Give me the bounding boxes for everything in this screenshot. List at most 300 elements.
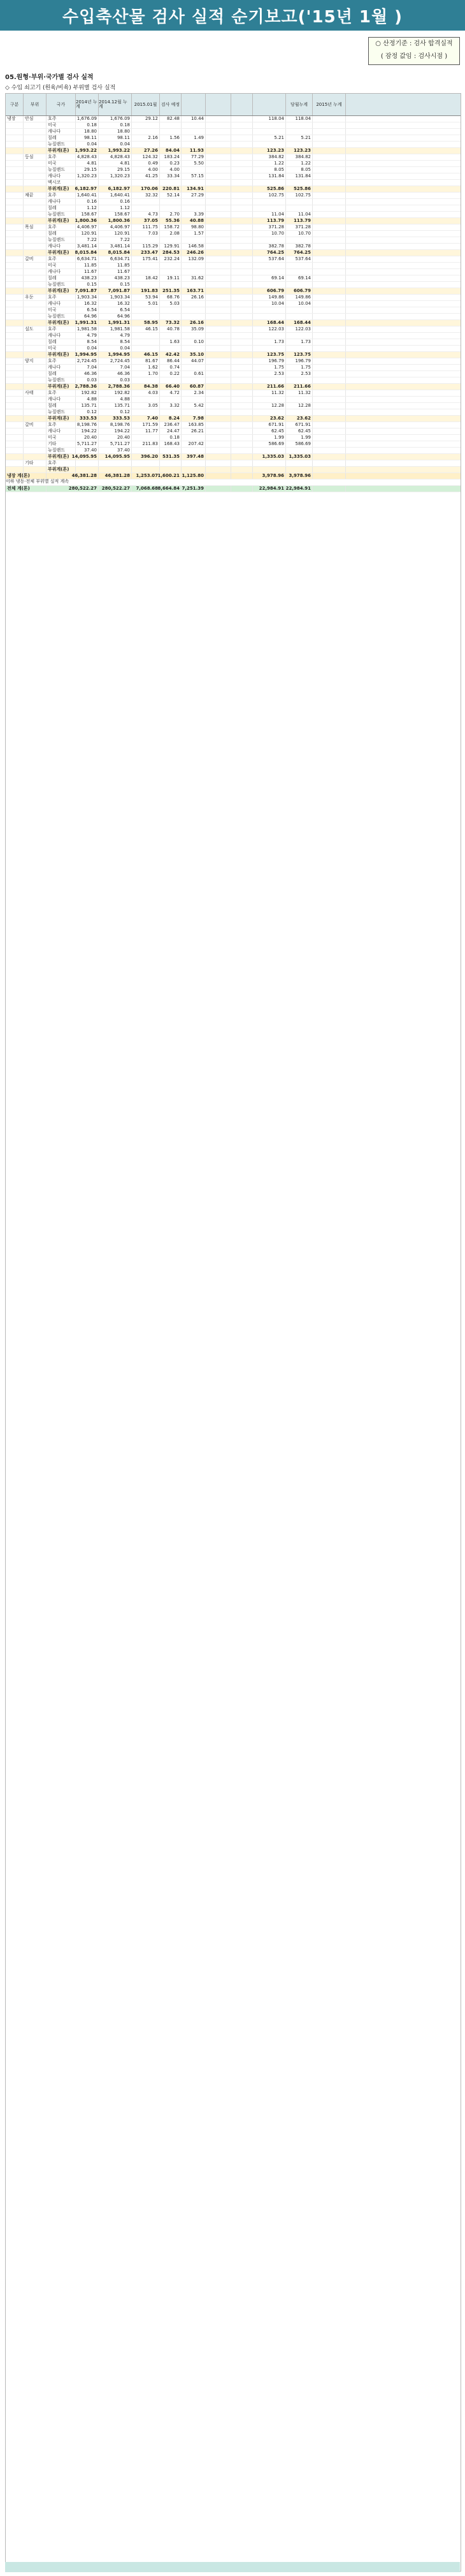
value-cell bbox=[231, 205, 253, 211]
value-cell bbox=[231, 448, 253, 453]
value-cell bbox=[313, 371, 346, 377]
value-cell bbox=[313, 314, 346, 319]
row-label-cell: 호주 bbox=[46, 390, 76, 396]
section-title: 05.원형·부위·국가별 검사 실적 bbox=[5, 74, 94, 81]
value-cell: 0.15 bbox=[99, 282, 132, 288]
value-cell bbox=[231, 320, 253, 326]
value-cell: 3,978.96 bbox=[253, 473, 286, 479]
value-cell: 122.03 bbox=[286, 326, 313, 332]
value-cell: 62.45 bbox=[286, 428, 313, 434]
row-label-cell bbox=[6, 269, 24, 275]
table-row bbox=[6, 288, 461, 295]
value-cell bbox=[99, 467, 132, 472]
row-label-cell bbox=[6, 218, 24, 224]
value-cell bbox=[231, 377, 253, 383]
value-cell: 163.71 bbox=[182, 288, 206, 294]
row-label-cell bbox=[24, 473, 46, 479]
value-cell bbox=[132, 269, 160, 275]
value-cell: 102.75 bbox=[253, 193, 286, 198]
table-row bbox=[6, 409, 461, 416]
row-label-cell: 부위계(톤) bbox=[46, 250, 76, 256]
row-label-cell bbox=[24, 199, 46, 205]
value-cell bbox=[160, 307, 182, 313]
row-label-cell: 캐나다 bbox=[46, 301, 76, 307]
value-cell: 81.67 bbox=[132, 358, 160, 364]
value-cell bbox=[206, 390, 231, 396]
row-label-cell: 캐나다 bbox=[46, 428, 76, 434]
value-cell bbox=[231, 212, 253, 217]
row-label-cell: 호주 bbox=[46, 256, 76, 262]
value-cell: 2,724.45 bbox=[99, 358, 132, 364]
row-label-cell bbox=[24, 320, 46, 326]
table-row bbox=[6, 301, 461, 307]
value-cell bbox=[231, 301, 253, 307]
value-cell bbox=[160, 199, 182, 205]
value-cell: 384.82 bbox=[286, 154, 313, 160]
value-cell bbox=[313, 473, 346, 479]
value-cell: 11.04 bbox=[286, 212, 313, 217]
row-label-cell: 칠레 bbox=[46, 403, 76, 409]
row-label-cell bbox=[6, 122, 24, 128]
row-label-cell: 부위계(톤) bbox=[46, 467, 76, 472]
value-cell bbox=[206, 416, 231, 421]
value-cell bbox=[206, 231, 231, 237]
value-cell bbox=[132, 122, 160, 128]
value-cell: 1,600.21 bbox=[160, 473, 182, 479]
table-row bbox=[6, 180, 461, 186]
value-cell: 5.21 bbox=[253, 135, 286, 141]
value-cell: 5,711.27 bbox=[76, 441, 99, 447]
table-row bbox=[6, 122, 461, 129]
row-label-cell bbox=[6, 441, 24, 447]
value-cell: 29.15 bbox=[99, 167, 132, 173]
value-cell bbox=[206, 409, 231, 415]
row-label-cell: 부위계(톤) bbox=[46, 352, 76, 358]
row-label-cell bbox=[6, 231, 24, 237]
row-label-cell bbox=[24, 269, 46, 275]
value-cell bbox=[160, 237, 182, 243]
value-cell: 5.50 bbox=[182, 161, 206, 166]
value-cell bbox=[313, 237, 346, 243]
value-cell bbox=[313, 167, 346, 173]
value-cell: 5.21 bbox=[286, 135, 313, 141]
value-cell: 102.75 bbox=[286, 193, 313, 198]
header-cell bbox=[231, 94, 253, 115]
value-cell bbox=[76, 180, 99, 186]
value-cell: 22,984.91 bbox=[286, 486, 313, 492]
row-label-cell: 호주 bbox=[46, 326, 76, 332]
value-cell: 37.40 bbox=[99, 448, 132, 453]
value-cell: 0.49 bbox=[132, 161, 160, 166]
value-cell: 6,634.71 bbox=[76, 256, 99, 262]
value-cell: 4.73 bbox=[132, 212, 160, 217]
table-row bbox=[6, 365, 461, 371]
table-row bbox=[6, 422, 461, 428]
value-cell bbox=[182, 301, 206, 307]
value-cell bbox=[132, 282, 160, 288]
value-cell: 11.85 bbox=[99, 263, 132, 268]
value-cell bbox=[286, 282, 313, 288]
value-cell: 396.20 bbox=[132, 454, 160, 460]
table-row bbox=[6, 384, 461, 390]
value-cell bbox=[286, 333, 313, 339]
value-cell bbox=[182, 237, 206, 243]
value-cell bbox=[286, 269, 313, 275]
value-cell bbox=[182, 205, 206, 211]
row-label-cell bbox=[6, 282, 24, 288]
value-cell bbox=[206, 397, 231, 402]
value-cell bbox=[286, 314, 313, 319]
value-cell: 764.25 bbox=[286, 250, 313, 256]
table-row bbox=[6, 231, 461, 237]
value-cell: 0.04 bbox=[76, 142, 99, 147]
value-cell: 1,903.34 bbox=[76, 295, 99, 300]
value-cell: 7.22 bbox=[76, 237, 99, 243]
value-cell: 131.84 bbox=[286, 173, 313, 179]
value-cell bbox=[206, 129, 231, 135]
row-label-cell: 뉴질랜드 bbox=[46, 237, 76, 243]
value-cell: 123.23 bbox=[253, 148, 286, 154]
value-cell: 1,800.36 bbox=[76, 218, 99, 224]
value-cell: 1,994.95 bbox=[99, 352, 132, 358]
value-cell bbox=[286, 460, 313, 466]
value-cell bbox=[206, 301, 231, 307]
row-label-cell bbox=[24, 148, 46, 154]
row-label-cell bbox=[6, 422, 24, 428]
row-label-cell: 안심 bbox=[24, 116, 46, 122]
row-label-cell: 뉴질랜드 bbox=[46, 448, 76, 453]
row-label-cell: 부위계(톤) bbox=[46, 218, 76, 224]
value-cell bbox=[206, 460, 231, 466]
row-label-cell bbox=[6, 333, 24, 339]
value-cell: 11.77 bbox=[132, 428, 160, 434]
value-cell bbox=[231, 129, 253, 135]
value-cell: 113.79 bbox=[253, 218, 286, 224]
row-label-cell: 뉴질랜드 bbox=[46, 142, 76, 147]
value-cell: 5.03 bbox=[160, 301, 182, 307]
value-cell bbox=[313, 365, 346, 370]
row-label-cell bbox=[6, 199, 24, 205]
value-cell: 35.09 bbox=[182, 326, 206, 332]
table-row bbox=[6, 441, 461, 448]
value-cell: 52.14 bbox=[160, 193, 182, 198]
value-cell: 132.09 bbox=[182, 256, 206, 262]
value-cell bbox=[231, 154, 253, 160]
value-cell: 382.78 bbox=[253, 244, 286, 249]
value-cell: 46.15 bbox=[132, 326, 160, 332]
table-row bbox=[6, 454, 461, 460]
value-cell: 2,788.36 bbox=[76, 384, 99, 390]
row-label-cell bbox=[24, 212, 46, 217]
value-cell bbox=[160, 205, 182, 211]
value-cell: 33.34 bbox=[160, 173, 182, 179]
row-label-cell: 캐나다 bbox=[46, 333, 76, 339]
value-cell bbox=[313, 390, 346, 396]
value-cell: 0.10 bbox=[182, 339, 206, 345]
value-cell: 764.25 bbox=[253, 250, 286, 256]
value-cell bbox=[313, 358, 346, 364]
value-cell: 69.14 bbox=[286, 275, 313, 281]
value-cell: 10.70 bbox=[286, 231, 313, 237]
value-cell: 123.23 bbox=[286, 148, 313, 154]
row-label-cell bbox=[24, 467, 46, 472]
value-cell bbox=[231, 339, 253, 345]
value-cell bbox=[182, 282, 206, 288]
value-cell bbox=[132, 339, 160, 345]
row-label-cell bbox=[6, 135, 24, 141]
value-cell bbox=[286, 377, 313, 383]
value-cell: 0.15 bbox=[76, 282, 99, 288]
value-cell bbox=[313, 199, 346, 205]
value-cell bbox=[206, 250, 231, 256]
row-label-cell bbox=[24, 135, 46, 141]
table-row bbox=[6, 403, 461, 409]
value-cell: 0.23 bbox=[160, 161, 182, 166]
row-label-cell bbox=[6, 435, 24, 441]
value-cell: 438.23 bbox=[99, 275, 132, 281]
row-label-cell bbox=[24, 435, 46, 441]
table-row bbox=[6, 473, 461, 479]
table-row bbox=[6, 486, 461, 492]
value-cell bbox=[313, 154, 346, 160]
value-cell bbox=[160, 129, 182, 135]
row-label-cell bbox=[24, 244, 46, 249]
row-label-cell: 캐나다 bbox=[46, 269, 76, 275]
header-cell: 검사 예정 bbox=[160, 94, 182, 115]
value-cell bbox=[231, 275, 253, 281]
value-cell bbox=[313, 142, 346, 147]
value-cell: 11.32 bbox=[253, 390, 286, 396]
value-cell: 537.64 bbox=[286, 256, 313, 262]
row-label-cell bbox=[24, 377, 46, 383]
row-label-cell: 양지 bbox=[24, 358, 46, 364]
value-cell: 8,198.76 bbox=[76, 422, 99, 428]
row-label-cell bbox=[24, 454, 46, 460]
value-cell bbox=[206, 205, 231, 211]
value-cell bbox=[231, 288, 253, 294]
value-cell: 0.12 bbox=[99, 409, 132, 415]
value-cell bbox=[253, 263, 286, 268]
value-cell bbox=[132, 237, 160, 243]
value-cell bbox=[206, 116, 231, 122]
value-cell: 1,993.22 bbox=[99, 148, 132, 154]
value-cell: 8.05 bbox=[286, 167, 313, 173]
value-cell: 4.79 bbox=[76, 333, 99, 339]
value-cell bbox=[313, 448, 346, 453]
value-cell bbox=[160, 333, 182, 339]
value-cell: 26.16 bbox=[182, 320, 206, 326]
value-cell: 280,522.27 bbox=[76, 486, 99, 492]
value-cell: 84.04 bbox=[160, 148, 182, 154]
value-cell bbox=[206, 295, 231, 300]
value-cell bbox=[253, 205, 286, 211]
value-cell bbox=[182, 460, 206, 466]
row-label-cell: 뉴질랜드 bbox=[46, 212, 76, 217]
value-cell: 1,640.41 bbox=[76, 193, 99, 198]
value-cell: 7.04 bbox=[99, 365, 132, 370]
value-cell bbox=[286, 307, 313, 313]
header-cell bbox=[253, 94, 286, 115]
value-cell: 1,981.58 bbox=[99, 326, 132, 332]
value-cell bbox=[231, 371, 253, 377]
row-label-cell bbox=[6, 409, 24, 415]
value-cell: 98.11 bbox=[76, 135, 99, 141]
value-cell: 8,015.84 bbox=[76, 250, 99, 256]
value-cell bbox=[206, 263, 231, 268]
value-cell: 168.44 bbox=[253, 320, 286, 326]
row-label-cell bbox=[6, 301, 24, 307]
value-cell bbox=[160, 263, 182, 268]
value-cell bbox=[231, 416, 253, 421]
header-cell: 부위 bbox=[24, 94, 46, 115]
value-cell: 586.69 bbox=[253, 441, 286, 447]
value-cell: 149.86 bbox=[286, 295, 313, 300]
value-cell: 1,676.09 bbox=[76, 116, 99, 122]
value-cell bbox=[206, 193, 231, 198]
row-label-cell bbox=[6, 224, 24, 230]
row-label-cell bbox=[24, 486, 46, 492]
value-cell: 170.06 bbox=[132, 186, 160, 192]
value-cell: 0.16 bbox=[99, 199, 132, 205]
value-cell bbox=[206, 199, 231, 205]
row-label-cell bbox=[6, 295, 24, 300]
row-label-cell: 미국 bbox=[46, 435, 76, 441]
value-cell: 7.03 bbox=[132, 231, 160, 237]
value-cell bbox=[313, 460, 346, 466]
row-label-cell: 미국 bbox=[46, 161, 76, 166]
value-cell: 4,828.43 bbox=[76, 154, 99, 160]
row-label-cell: 냉장 bbox=[6, 116, 24, 122]
value-cell: 62.45 bbox=[253, 428, 286, 434]
table-row bbox=[6, 435, 461, 441]
row-label-cell: 뉴질랜드 bbox=[46, 282, 76, 288]
value-cell bbox=[206, 288, 231, 294]
value-cell: 1,800.36 bbox=[99, 218, 132, 224]
value-cell bbox=[182, 448, 206, 453]
value-cell: 41.25 bbox=[132, 173, 160, 179]
value-cell: 135.71 bbox=[76, 403, 99, 409]
row-label-cell: 부위계(톤) bbox=[46, 454, 76, 460]
row-label-cell bbox=[24, 352, 46, 358]
value-cell bbox=[313, 397, 346, 402]
value-cell: 3,481.14 bbox=[99, 244, 132, 249]
value-cell bbox=[160, 460, 182, 466]
value-cell: 1.49 bbox=[182, 135, 206, 141]
value-cell: 5,711.27 bbox=[99, 441, 132, 447]
row-label-cell: 뉴질랜드 bbox=[46, 377, 76, 383]
table-row bbox=[6, 460, 461, 467]
value-cell: 7.04 bbox=[76, 365, 99, 370]
value-cell bbox=[313, 428, 346, 434]
row-label-cell bbox=[6, 129, 24, 135]
value-cell: 124.32 bbox=[132, 154, 160, 160]
value-cell: 32.32 bbox=[132, 193, 160, 198]
value-cell: 1.56 bbox=[160, 135, 182, 141]
row-label-cell: 뉴질랜드 bbox=[46, 314, 76, 319]
value-cell bbox=[313, 307, 346, 313]
value-cell bbox=[231, 435, 253, 441]
row-label-cell bbox=[24, 205, 46, 211]
row-label-cell bbox=[6, 448, 24, 453]
value-cell: 4.00 bbox=[132, 167, 160, 173]
row-label-cell: 멕시코 bbox=[46, 180, 76, 186]
row-label-cell bbox=[24, 173, 46, 179]
header-cell: 2015.01월 bbox=[132, 94, 160, 115]
value-cell: 7.98 bbox=[182, 416, 206, 421]
value-cell bbox=[132, 333, 160, 339]
value-cell: 2.34 bbox=[182, 390, 206, 396]
value-cell: 37.05 bbox=[132, 218, 160, 224]
row-label-cell bbox=[24, 403, 46, 409]
value-cell: 7.40 bbox=[132, 416, 160, 421]
value-cell: 192.82 bbox=[76, 390, 99, 396]
table-row bbox=[6, 173, 461, 180]
value-cell: 671.91 bbox=[286, 422, 313, 428]
value-cell bbox=[182, 199, 206, 205]
value-cell bbox=[313, 403, 346, 409]
value-cell bbox=[206, 384, 231, 390]
value-cell: 0.18 bbox=[160, 435, 182, 441]
value-cell bbox=[313, 467, 346, 472]
value-cell: 4.72 bbox=[160, 390, 182, 396]
value-cell: 134.91 bbox=[182, 186, 206, 192]
table-row bbox=[6, 244, 461, 250]
value-cell bbox=[132, 460, 160, 466]
value-cell bbox=[206, 403, 231, 409]
value-cell bbox=[206, 186, 231, 192]
row-label-cell bbox=[24, 428, 46, 434]
value-cell bbox=[313, 212, 346, 217]
row-label-cell bbox=[6, 212, 24, 217]
row-label-cell bbox=[24, 122, 46, 128]
row-label-cell: 채끝 bbox=[24, 193, 46, 198]
value-cell bbox=[286, 237, 313, 243]
value-cell: 183.24 bbox=[160, 154, 182, 160]
table-row bbox=[6, 205, 461, 212]
value-cell bbox=[132, 377, 160, 383]
value-cell bbox=[313, 288, 346, 294]
value-cell bbox=[286, 346, 313, 351]
value-cell bbox=[231, 269, 253, 275]
value-cell bbox=[313, 186, 346, 192]
value-cell: 2.08 bbox=[160, 231, 182, 237]
value-cell: 123.75 bbox=[286, 352, 313, 358]
value-cell bbox=[313, 224, 346, 230]
value-cell: 3.39 bbox=[182, 212, 206, 217]
value-cell: 10.70 bbox=[253, 231, 286, 237]
value-cell: 58.95 bbox=[132, 320, 160, 326]
value-cell bbox=[132, 314, 160, 319]
table-row bbox=[6, 448, 461, 454]
value-cell bbox=[253, 460, 286, 466]
value-cell bbox=[231, 186, 253, 192]
row-label-cell bbox=[24, 384, 46, 390]
value-cell bbox=[132, 346, 160, 351]
value-cell bbox=[313, 295, 346, 300]
row-label-cell bbox=[6, 320, 24, 326]
value-cell bbox=[231, 473, 253, 479]
table-row bbox=[6, 250, 461, 256]
value-cell: 24.47 bbox=[160, 428, 182, 434]
value-cell: 64.96 bbox=[76, 314, 99, 319]
value-cell bbox=[313, 180, 346, 186]
value-cell: 525.86 bbox=[253, 186, 286, 192]
row-label-cell: 칠레 bbox=[46, 231, 76, 237]
value-cell bbox=[206, 333, 231, 339]
table-row bbox=[6, 154, 461, 161]
value-cell: 158.72 bbox=[160, 224, 182, 230]
value-cell bbox=[182, 142, 206, 147]
